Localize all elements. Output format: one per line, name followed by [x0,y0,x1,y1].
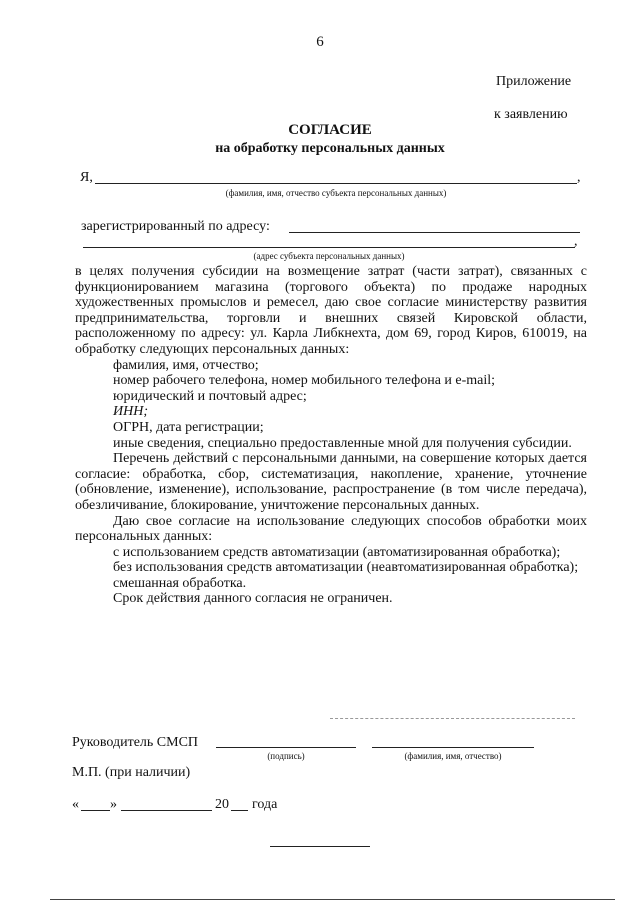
document-subtitle: на обработку персональных данных [215,141,445,156]
paragraph-purpose: в целях получения субсидии на возмещение затрат (части затрат), связанных с функционированием магазина (торгового объекта) по продаже народных художественных промыслов и ремесел, даю свое согласие министерству развития предпринимательства, торговли и внешних связей Кировской области, расположенному по адресу: ул. Карла Либкнехта, дом 69, город Киров, 610019, на обработку следующих персональных данных: [75,264,587,357]
page-number: 6 [316,34,324,50]
list-item: смешанная обработка. [113,575,247,591]
address-field-line-1[interactable] [289,232,580,233]
address-caption: (адрес субъекта персональных данных) [253,251,405,261]
year-prefix: 20 [215,797,229,812]
year-field-line[interactable] [231,810,248,811]
paragraph-methods: Даю свое согласие на использование следующих способов обработки моих персональных данных: [75,513,587,545]
month-field-line[interactable] [121,810,212,811]
list-item: номер рабочего телефона, номер мобильного телефона и e-mail; [113,373,496,389]
paragraph-validity: Срок действия данного согласия не ограничен. [113,591,393,607]
list-item: юридический и почтовый адрес; [113,388,307,404]
list-item: фамилия, имя, отчество; [113,357,259,373]
signature-label: Руководитель СМСП [72,735,199,750]
fio-field-line[interactable] [95,183,577,184]
comma-2: , [574,234,578,249]
end-separator [270,846,370,847]
list-item: с использованием средств автоматизации (автоматизированная обработка); [113,544,561,560]
day-field-line[interactable] [81,810,110,811]
year-suffix: года [252,797,278,812]
address-field-line-2[interactable] [83,247,575,248]
appendix-line-1: Приложение [496,74,572,89]
appendix-line-2: к заявлению [494,107,568,122]
fio-caption: (фамилия, имя, отчество субъекта персональных данных) [225,188,447,198]
list-item: ОГРН, дата регистрации; [113,419,264,435]
list-item: иные сведения, специально предоставленные мной для получения субсидии. [113,435,572,451]
ya-label: Я, [80,170,93,185]
stamp-label: М.П. (при наличии) [72,765,191,780]
paragraph-actions: Перечень действий с персональными данными, на совершение которых дается согласие: обработка, сбор, систематизация, накопление, хранение, уточнение (обновление, изменение), использование, распространение (в том числе передача), обезличивание, блокирование, уничтожение персональных данных. [75,451,587,513]
date-open-quote: « [72,797,79,812]
list-item: без использования средств автоматизации (неавтоматизированная обработка); [113,560,579,576]
name-field-line[interactable] [372,747,534,748]
scan-edge-line [50,899,615,900]
signature-caption: (подпись) [267,751,305,761]
name-caption: (фамилия, имя, отчество) [404,751,502,761]
document-title: СОГЛАСИЕ [288,122,372,138]
consent-body [75,264,587,607]
address-label: зарегистрированный по адресу: [81,219,270,234]
signature-field-line[interactable] [216,747,356,748]
scan-artifact [330,718,575,719]
comma-1: , [577,170,581,185]
list-item: ИНН; [113,404,148,420]
date-close-quote: » [110,797,117,812]
